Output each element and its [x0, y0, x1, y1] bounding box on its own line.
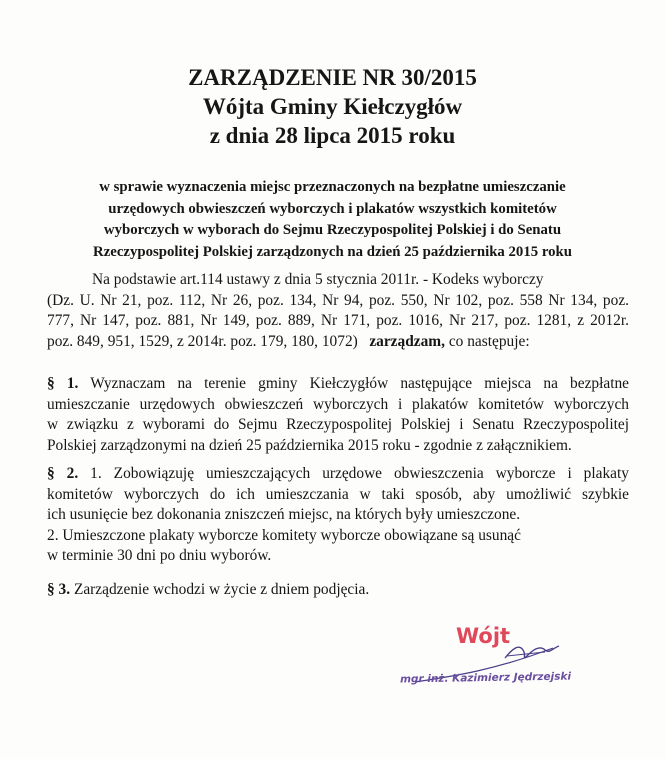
par1-text: Wyznaczam na terenie gminy Kiełczygłów następujące miejsca na bezpłatne: [90, 375, 629, 392]
document-title: ZARZĄDZENIE NR 30/2015: [188, 65, 477, 90]
paragraph-3: [47, 580, 629, 601]
preamble-line: 777, Nr 147, poz. 881, Nr 149, poz. 889, Nr 171, poz. 1016, Nr 217, poz. 1281, z 2012r.: [47, 312, 629, 329]
par2-line: ich usunięcie bez dokonania zniszczeń miejsc, na których były umieszczone.: [47, 506, 521, 523]
subject-line: w sprawie wyznaczenia miejsc przeznaczonych na bezpłatne umieszczanie: [99, 179, 566, 195]
subject-line: wyborczych w wyborach do Sejmu Rzeczypospolitej Polskiej i do Senatu: [103, 222, 562, 238]
par3-label: § 3.: [47, 581, 71, 598]
preamble-citation: poz. 849, 951, 1529, z 2014r. poz. 179, 180, 1072): [47, 332, 358, 350]
par1-line: Polskiej zarządzonymi na dzień 25 października 2015 roku - zgodnie z załącznikiem.: [47, 436, 572, 454]
preamble-line: (Dz. U. Nr 21, poz. 112, Nr 26, poz. 134, Nr 94, poz. 550, Nr 102, poz. 558 Nr 134, poz.: [47, 291, 629, 309]
document-date: z dnia 28 lipca 2015 roku: [209, 123, 456, 148]
subject-line: urzędowych obwieszczeń wyborczych i plakatów wszystkich komitetów: [108, 200, 557, 217]
par3-line: [47, 580, 629, 601]
par2-line: komitetów wyborczych do ich umieszczania w taki sposób, aby umożliwić szybkie: [47, 485, 629, 503]
par1-line: umieszczanie urzędowych obwieszczeń wyborczych i plakatów komitetów wyborczych: [47, 395, 629, 413]
par2-line: w terminie 30 dni po dniu wyborów.: [47, 547, 272, 564]
signatory-name-stamp: mgr inż. Kazimierz Jędrzejski: [399, 670, 572, 686]
decree-tail: co następuje:: [448, 332, 530, 350]
document-subject: [60, 177, 605, 263]
decree-word: zarządzam,: [369, 332, 445, 350]
paragraph-2: [47, 464, 629, 567]
paragraph-1: [47, 374, 629, 456]
preamble-line: Na podstawie art.114 ustawy z dnia 5 stycznia 2011r. - Kodeks wyborczy: [92, 271, 544, 288]
preamble-line-last: [47, 332, 629, 353]
par1-label: § 1.: [47, 375, 79, 392]
preamble-paragraph: [47, 270, 629, 352]
par1-line: [47, 374, 629, 395]
par2-line: 2. Umieszczone plakaty wyborcze komitety wyborcze obowiązane są usunąć: [47, 526, 521, 544]
document-issuer: Wójta Gminy Kiełczygłów: [202, 94, 463, 119]
par1-line: w związku z wyborami do Sejmu Rzeczypospolitej Polskiej i Senatu Rzeczypospolitej: [47, 416, 629, 433]
par2-label: § 2.: [47, 465, 79, 482]
signature-title-stamp: Wójt: [456, 624, 511, 648]
subject-line: Rzeczypospolitej Polskiej zarządzonych na dzień 25 października 2015 roku: [93, 243, 572, 260]
par3-text: Zarządzenie wchodzi w życie z dniem podjęcia.: [73, 581, 370, 598]
par2-line: [47, 464, 629, 485]
par2-text: 1. Zobowiązuję umieszczających urzędowe obwieszczenia wyborcze i plakaty: [90, 465, 629, 482]
